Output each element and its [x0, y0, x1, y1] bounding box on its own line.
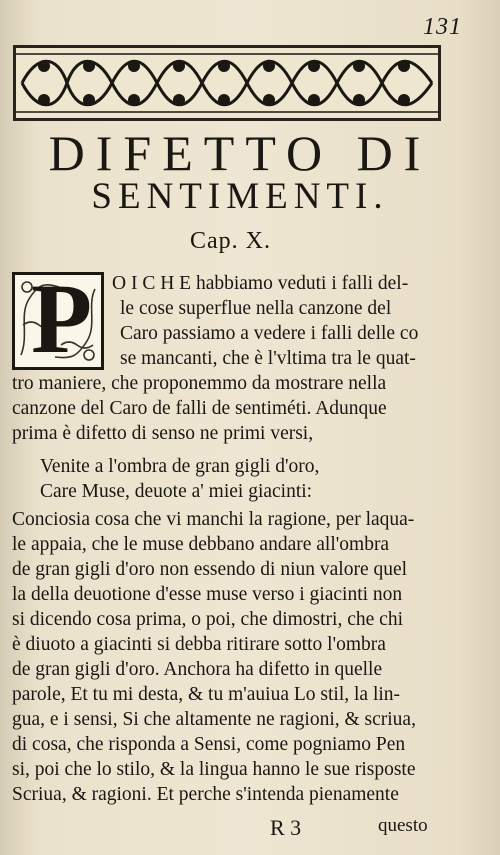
- text-line: la della deuotione d'esse muse verso i giacinti non: [12, 584, 403, 605]
- text-line: Conciosia cosa che vi manchi la ragione, per laqua-: [12, 509, 415, 530]
- catchword: questo: [378, 815, 428, 836]
- text-line: se mancanti, che è l'vltima tra le quat-: [120, 348, 416, 369]
- page-number: 131: [423, 14, 462, 40]
- drop-cap-letter: P: [31, 272, 93, 370]
- verse-line: Venite a l'ombra de gran gigli d'oro,: [40, 456, 320, 477]
- text-line: di cosa, che risponda a Sensi, come pogniamo Pen: [12, 734, 406, 755]
- decorated-initial: [12, 272, 104, 370]
- ornamental-header-band: [12, 44, 442, 122]
- text-line: O I C H E habbiamo veduti i falli del-: [112, 273, 409, 294]
- text-line: de gran gigli d'oro. Anchora ha difetto in quelle: [12, 659, 383, 680]
- text-line: parole, Et tu mi desta, & tu m'auiua Lo stil, la lin-: [12, 684, 401, 705]
- text-line: prima è difetto di senso ne primi versi,: [12, 423, 314, 444]
- text-line: si dicendo cosa prima, o poi, che dimostri, che chi: [12, 609, 403, 630]
- text-line: de gran gigli d'oro non essendo di niun valore quel: [12, 559, 408, 580]
- text-line: Scriua, & ragioni. Et perche s'intenda pienamente: [12, 784, 399, 805]
- text-line: Caro passiamo a vedere i falli delle co: [120, 323, 419, 344]
- chapter-title-line-2: SENTIMENTI.: [91, 176, 389, 217]
- text-line: si, poi che lo stilo, & la lingua hanno le sue risposte: [12, 759, 416, 780]
- text-line: è diuoto a giacinti si debba ritirare sotto l'ombra: [12, 634, 386, 655]
- chapter-title-line-1: DIFETTO DI: [48, 125, 432, 181]
- chapter-heading: Cap. X.: [190, 228, 271, 254]
- verse-line: Care Muse, deuote a' miei giacinti:: [40, 481, 313, 502]
- text-line: canzone del Caro de falli de sentiméti. Adunque: [12, 398, 387, 419]
- text-line: le appaia, che le muse debbano andare all'ombra: [12, 534, 390, 555]
- text-line: le cose superflue nella canzone del: [120, 298, 392, 319]
- signature-mark: R 3: [270, 815, 302, 840]
- text-line: tro maniere, che proponemmo da mostrare nella: [12, 373, 387, 394]
- text-line: gua, e i sensi, Si che altamente ne ragioni, & scriua,: [12, 709, 416, 730]
